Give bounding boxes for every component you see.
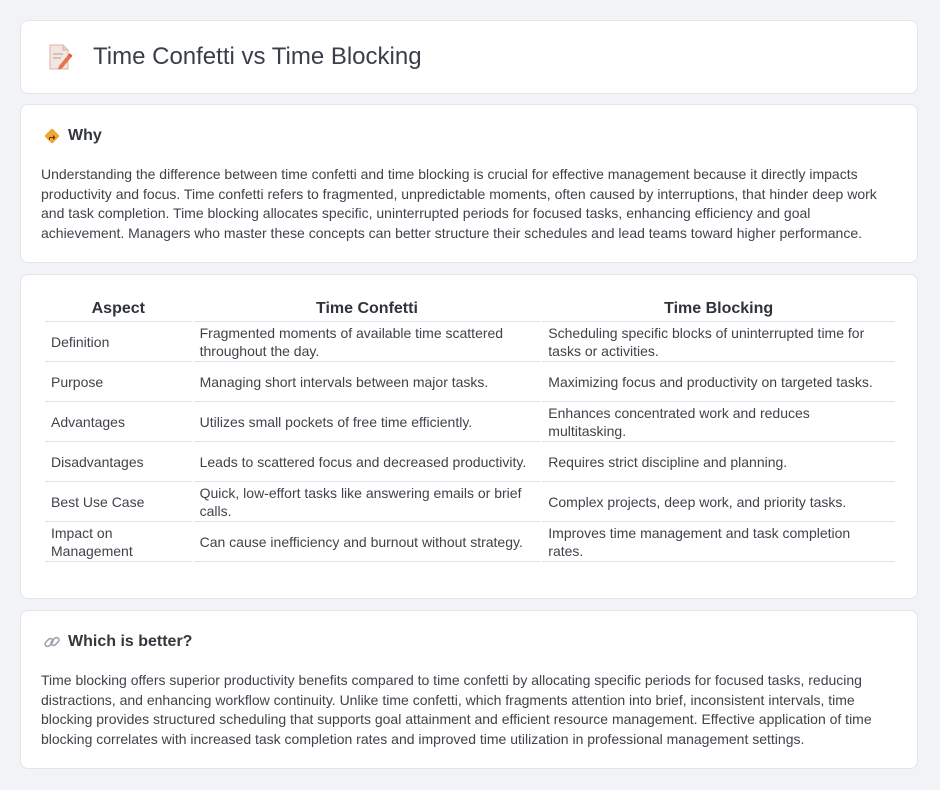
column-header-time-confetti: Time Confetti <box>194 295 541 322</box>
time-confetti-cell: Leads to scattered focus and decreased productivity. <box>194 442 541 482</box>
why-text: Understanding the difference between time confetti and time blocking is crucial for effective management because it directly impacts productivity and focus. Time confetti refers to fragmented, unpredictable moments, often caused by interruptions, that hinder deep work and task completion. Time blocking allocates specific, uninterrupted periods for focused tasks, enhancing efficiency and goal achievement. Managers who master these concepts can better structure their schedules and lead teams toward higher performance. <box>41 166 877 241</box>
aspect-cell: Advantages <box>45 402 192 442</box>
aspect-cell: Definition <box>45 322 192 362</box>
table-row <box>45 442 895 482</box>
why-title: Why <box>68 127 102 144</box>
table-row <box>45 322 895 362</box>
page-title: Time Confetti vs Time Blocking <box>93 43 422 70</box>
diamond-sign-icon <box>43 127 61 145</box>
table-header-row <box>45 295 895 322</box>
table-row <box>45 522 895 562</box>
why-card <box>20 104 918 263</box>
table-row <box>45 482 895 522</box>
time-blocking-cell: Requires strict discipline and planning. <box>542 442 895 482</box>
time-confetti-cell: Can cause inefficiency and burnout without strategy. <box>194 522 541 562</box>
column-header-aspect: Aspect <box>45 295 192 322</box>
link-icon <box>43 633 61 651</box>
document-pencil-icon <box>47 43 73 71</box>
table-row <box>45 362 895 402</box>
aspect-cell: Impact on Management <box>45 522 192 562</box>
time-blocking-cell: Enhances concentrated work and reduces multitasking. <box>542 402 895 442</box>
table-row <box>45 402 895 442</box>
time-confetti-cell: Utilizes small pockets of free time efficiently. <box>194 402 541 442</box>
comparison-table <box>43 295 897 562</box>
which-is-better-card <box>20 610 918 769</box>
time-blocking-cell: Scheduling specific blocks of uninterrupted time for tasks or activities. <box>542 322 895 362</box>
time-confetti-cell: Quick, low-effort tasks like answering emails or brief calls. <box>194 482 541 522</box>
why-heading <box>43 127 102 145</box>
aspect-cell: Best Use Case <box>45 482 192 522</box>
page-header <box>47 43 422 71</box>
time-blocking-cell: Maximizing focus and productivity on targeted tasks. <box>542 362 895 402</box>
time-confetti-cell: Managing short intervals between major tasks. <box>194 362 541 402</box>
better-heading <box>43 633 192 651</box>
header-card <box>20 20 918 94</box>
better-text: Time blocking offers superior productivity benefits compared to time confetti by allocating specific periods for focused tasks, reducing distractions, and enhancing workflow continuity. Unlike time confetti, which fragments attention into brief, inconsistent intervals, time blocking provides structured scheduling that supports goal attainment and efficient resource management. Effective application of time blocking correlates with increased task completion rates and improved time utilization in professional management settings. <box>41 672 872 747</box>
column-header-time-blocking: Time Blocking <box>542 295 895 322</box>
aspect-cell: Purpose <box>45 362 192 402</box>
time-confetti-cell: Fragmented moments of available time scattered throughout the day. <box>194 322 541 362</box>
comparison-card <box>20 274 918 599</box>
better-title: Which is better? <box>68 633 193 650</box>
aspect-cell: Disadvantages <box>45 442 192 482</box>
time-blocking-cell: Improves time management and task completion rates. <box>542 522 895 562</box>
time-blocking-cell: Complex projects, deep work, and priority tasks. <box>542 482 895 522</box>
